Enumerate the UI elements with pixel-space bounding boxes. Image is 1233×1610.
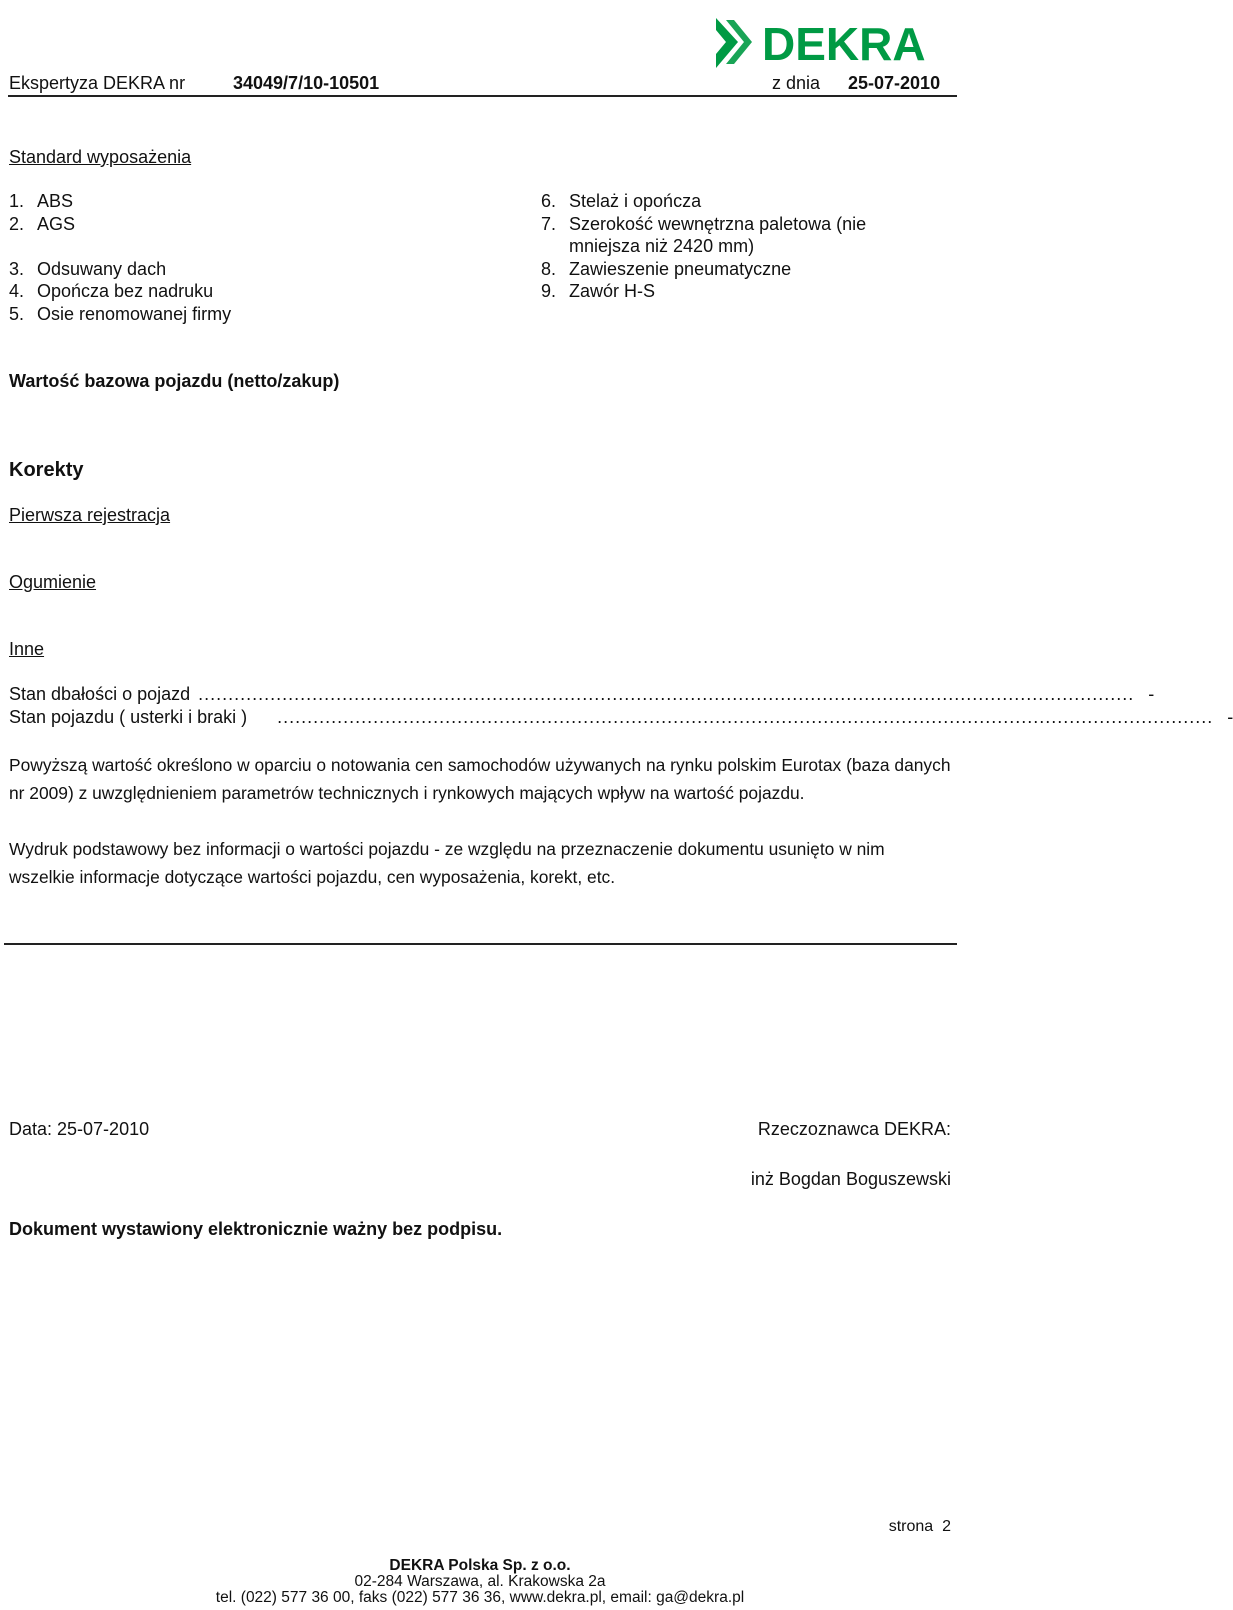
header-divider — [8, 95, 957, 97]
equipment-title: Standard wyposażenia — [9, 147, 192, 167]
page-number-value: 2 — [942, 1518, 951, 1535]
footer-address: 02-284 Warszawa, al. Krakowska 2a — [354, 1573, 606, 1590]
dot-leader: ............................................................................................................................................................ — [198, 684, 1135, 704]
other-label: Inne — [9, 639, 45, 659]
page-number — [889, 1518, 951, 1536]
svg-text:DEKRA: DEKRA — [762, 18, 926, 70]
list-item: 6. Stelaż i opończa — [541, 191, 702, 211]
equipment-list-right — [541, 190, 921, 303]
expert-name: inż Bogdan Boguszewski — [750, 1169, 951, 1189]
correction-label: Stan dbałości o pojazd — [9, 684, 191, 704]
footer-contact: tel. (022) 577 36 00, faks (022) 577 36 36, www.dekra.pl, email: ga@dekra.pl — [215, 1589, 745, 1606]
footer-company: DEKRA Polska Sp. z o.o. — [389, 1557, 571, 1574]
electronic-document-notice: Dokument wystawiony elektronicznie ważny bez podpisu. — [9, 1219, 503, 1239]
correction-row — [9, 683, 1155, 705]
first-registration-label: Pierwsza rejestracja — [9, 505, 171, 525]
equipment-list-left — [9, 190, 489, 325]
list-item: 5. Osie renomowanej firmy — [9, 303, 232, 324]
list-item: 8. Zawieszenie pneumatyczne — [541, 258, 792, 279]
tyres-label: Ogumienie — [9, 572, 97, 592]
list-item: 9. Zawór H-S — [541, 281, 656, 301]
report-date-label: z dnia — [772, 73, 821, 93]
list-item: 2. AGS — [9, 213, 76, 234]
base-value-heading: Wartość bazowa pojazdu (netto/zakup) — [9, 371, 340, 391]
dekra-logo — [712, 10, 952, 76]
valuation-note: Powyższą wartość określono w oparciu o notowania cen samochodów używanych na rynku polskim Eurotax (baza danych nr 2009) z uwzględnieniem parametrów technicznych i rynkowych mających wpływ na wartość pojazdu. — [9, 755, 951, 803]
list-item: 7. Szerokość wewnętrzna paletowa (nie mniejsza niż 2420 mm) — [541, 213, 867, 256]
corrections-heading: Korekty — [9, 459, 84, 481]
report-label: Ekspertyza DEKRA nr — [9, 73, 186, 93]
correction-label: Stan pojazdu ( usterki i braki ) — [9, 707, 248, 727]
document-date: Data: 25-07-2010 — [9, 1119, 150, 1139]
correction-value: - — [1227, 707, 1233, 727]
correction-row — [9, 706, 1233, 728]
list-item: 1. ABS — [9, 191, 74, 211]
report-date: 25-07-2010 — [848, 73, 941, 93]
section-divider — [4, 943, 957, 945]
page-label: strona — [888, 1518, 934, 1535]
report-number: 34049/7/10-10501 — [233, 73, 380, 93]
correction-value: - — [1148, 684, 1155, 704]
printout-note: Wydruk podstawowy bez informacji o wartości pojazdu - ze względu na przeznaczenie dokumentu usunięto w nim wszelkie informacje dotyczące wartości pojazdu, cen wyposażenia, korekt, etc. — [9, 839, 885, 887]
list-item: 4. Opończa bez nadruku — [9, 281, 214, 301]
expert-label: Rzeczoznawca DEKRA: — [757, 1119, 951, 1139]
list-item: 3. Odsuwany dach — [9, 258, 167, 279]
dot-leader: ............................................................................................................................................................ — [277, 707, 1214, 727]
